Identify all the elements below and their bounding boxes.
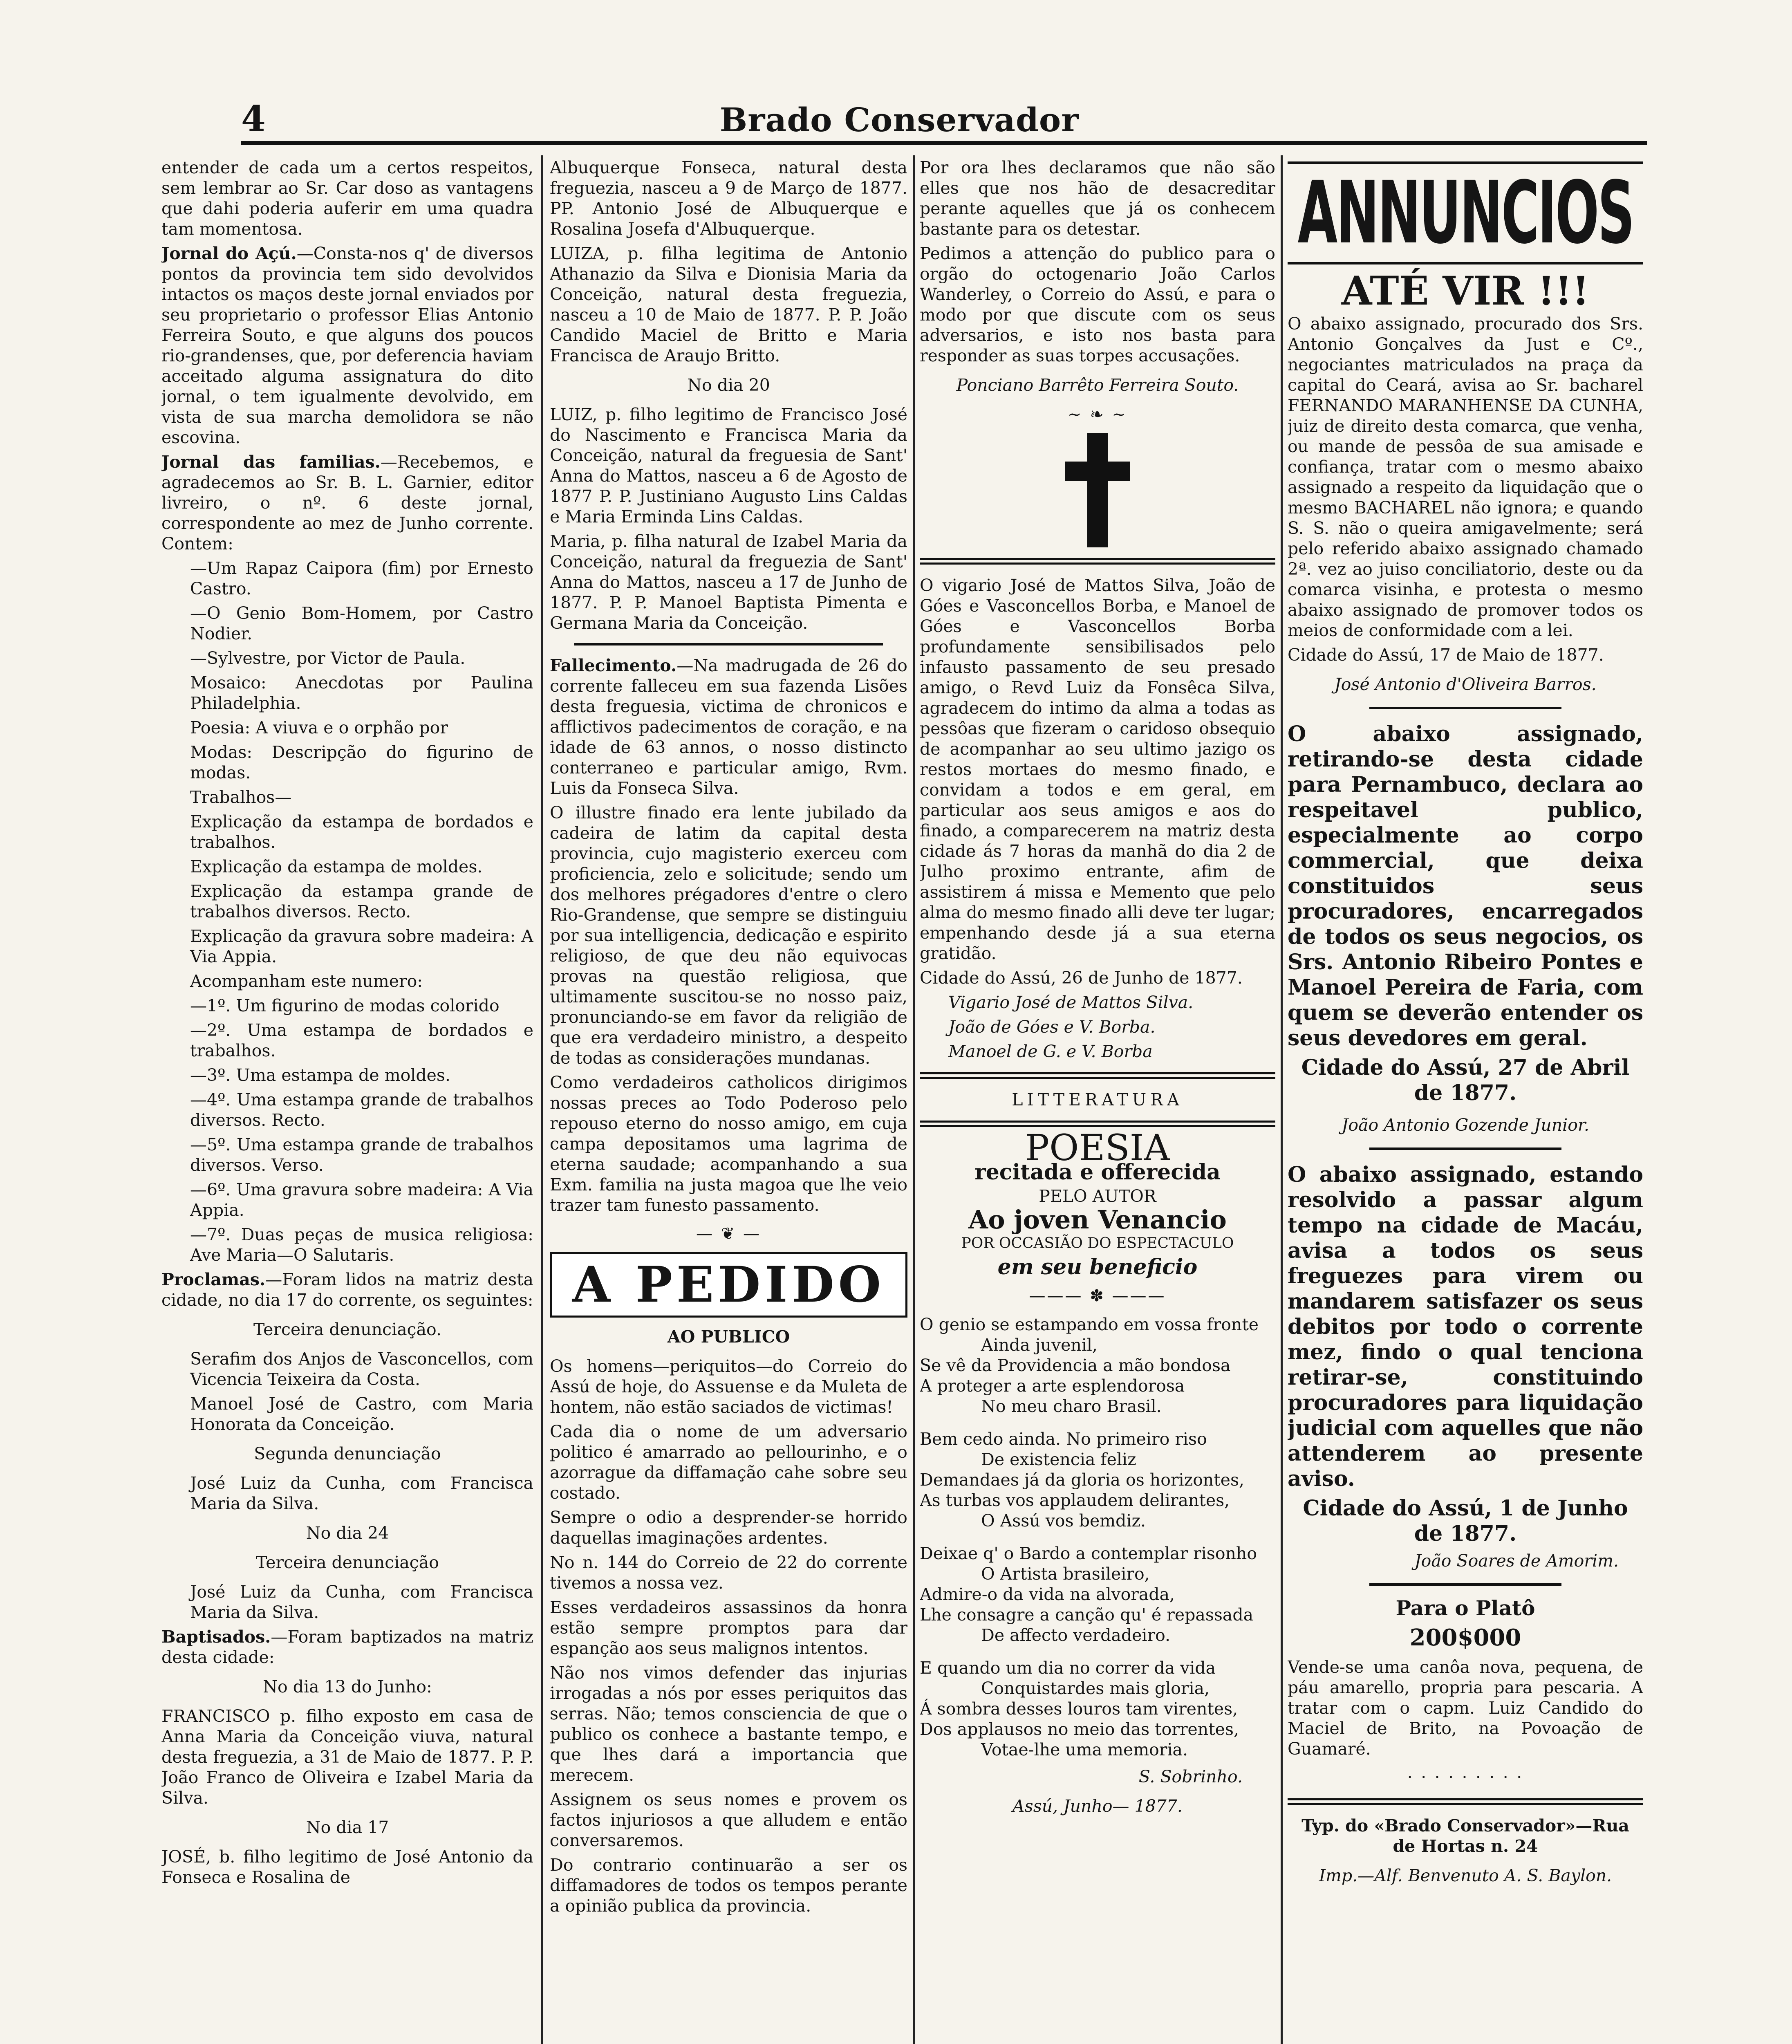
ornament-divider: · · · · · · · · · xyxy=(1407,1768,1524,1787)
list-item: —4º. Uma estampa grande de trabalhos diversos. Recto. xyxy=(190,1090,533,1130)
column-4 xyxy=(1288,157,1643,2044)
news-text: —Na madrugada de 26 do corrente falleceu em sua fazenda Lisões desta freguesia, victima de chronicos e afflictivos padecimentos de coração, e na idade de 63 annos, o nosso distincto conterraneo e particular amigo, Rvm. Luis da Fonseca Silva. xyxy=(550,656,907,798)
separator-rule xyxy=(574,643,883,645)
cross-icon xyxy=(1065,433,1130,547)
newspaper-title: Brado Conservador xyxy=(719,101,1079,139)
baptism-entry: LUIZ, p. filho legitimo de Francisco José do Nascimento e Francisca Maria da Conceição, natural da freguesia de Sant' Anna do Mattos, nasceu a 6 de Agosto de 1877 P. P. Justiniano Augusto Lins Caldas e Maria Erminda Lins Caldas. xyxy=(550,405,907,527)
list-item: Explicação da estampa de moldes. xyxy=(190,857,483,876)
page-header xyxy=(0,90,1792,139)
signature: Manoel de G. e V. Borba xyxy=(948,1042,1153,1061)
list-item: Explicação da estampa de bordados e trabalhos. xyxy=(190,812,533,852)
list-item: —1º. Um figurino de modas colorido xyxy=(190,996,500,1015)
proclama-entry: Manoel José de Castro, com Maria Honorata da Conceição. xyxy=(190,1394,533,1434)
column-divider xyxy=(541,155,543,2044)
ornament-divider: ~ ❧ ~ xyxy=(1068,405,1127,424)
signature: João de Góes e V. Borba. xyxy=(948,1017,1156,1037)
poem-line: Votae-lhe uma memoria. xyxy=(981,1740,1188,1759)
poem-line: As turbas vos applaudem delirantes, xyxy=(920,1490,1230,1510)
article-text: Não nos vimos defender das injurias irrogadas a nós por esses periquitos das serras. Não; temos consciencia de que o publico os conhece a bastante tempo, e que lhes dará a importancia que merecem. xyxy=(550,1663,907,1785)
poem-line: Deixae q' o Bardo a contemplar risonho xyxy=(920,1544,1257,1563)
signature: Ponciano Barrêto Ferreira Souto. xyxy=(956,375,1239,395)
advert-date: Cidade do Assú, 27 de Abril de 1877. xyxy=(1301,1055,1630,1105)
subheading: No dia 24 xyxy=(306,1523,389,1543)
list-item: Modas: Descripção do figurino de modas. xyxy=(190,742,533,782)
list-item: —6º. Uma gravura sobre madeira: A Via Appia. xyxy=(190,1180,533,1220)
section-title-annuncios xyxy=(1288,161,1643,264)
poem-line: Ainda juvenil, xyxy=(981,1335,1098,1355)
separator-rule xyxy=(920,1121,1275,1127)
poem-line: Conquistardes mais gloria, xyxy=(981,1679,1210,1698)
baptism-entry: FRANCISCO p. filho exposto em casa de Anna Maria da Conceição viuva, natural desta freguezia, a 31 de Maio de 1877. P. P. João Franco de Oliveira e Izabel Maria da Silva. xyxy=(161,1706,533,1808)
baptism-entry: JOSÉ, b. filho legitimo de José Antonio da Fonseca e Rosalina de xyxy=(161,1847,533,1887)
advert-text: O abaixo assignado, estando resolvido a passar algum tempo na cidade de Macáu, avisa a todos os seus freguezes para virem ou mandarem satisfazer os seus debitos por todo o corrente mez, findo o qual tenciona retirar-se, constituindo procuradores para liquidação judicial com aquelles que não attenderem ao presente aviso. xyxy=(1288,1162,1643,1491)
article-text: Esses verdadeiros assassinos da honra estão sempre promptos para dar espanção aos seus malignos intentos. xyxy=(550,1598,907,1658)
poem-dedication: Ao joven Venancio xyxy=(968,1205,1227,1235)
article-title: AO PUBLICO xyxy=(667,1327,790,1347)
list-item: Trabalhos— xyxy=(190,787,292,807)
column-divider xyxy=(913,155,915,2044)
poem-line: Dos applausos no meio das torrentes, xyxy=(920,1719,1239,1739)
list-item: Poesia: A viuva e o orphão por xyxy=(190,718,448,737)
poem-signature: S. Sobrinho. xyxy=(1138,1767,1243,1786)
list-item: —3º. Uma estampa de moldes. xyxy=(190,1065,450,1085)
advert-signature: João Soares de Amorim. xyxy=(1414,1551,1619,1571)
obituary-date: Cidade do Assú, 26 de Junho de 1877. xyxy=(920,968,1243,988)
separator-rule xyxy=(1369,707,1561,709)
poem-line: De existencia feliz xyxy=(981,1450,1136,1469)
poem-line: O genio se estampando em vossa fronte xyxy=(920,1315,1259,1334)
separator-rule xyxy=(920,1072,1275,1079)
news-item-jornal-familias xyxy=(161,452,533,554)
poem-line: No meu charo Brasil. xyxy=(981,1396,1162,1416)
header-rule xyxy=(241,141,1647,145)
proclama-entry: José Luiz da Cunha, com Francisca Maria da Silva. xyxy=(190,1582,533,1622)
poem-line xyxy=(920,1645,1275,1658)
news-item-jornal-acu xyxy=(161,243,533,448)
advert-date: Cidade do Assú, 17 de Maio de 1877. xyxy=(1288,645,1604,665)
advert-price: 200$000 xyxy=(1409,1624,1521,1651)
list-item: —Um Rapaz Caipora (fim) por Ernesto Castro. xyxy=(190,558,533,598)
column-3 xyxy=(920,157,1275,2044)
poem-body xyxy=(920,1314,1275,1760)
column-2 xyxy=(550,157,907,2044)
subheading: No dia 13 do Junho: xyxy=(263,1677,432,1697)
separator-rule xyxy=(1369,1148,1561,1150)
signature: Vigario José de Mattos Silva. xyxy=(948,993,1194,1012)
poem-line: De affecto verdadeiro. xyxy=(981,1625,1171,1645)
separator-rule xyxy=(920,558,1275,565)
section-title-a-pedido: A PEDIDO xyxy=(550,1252,907,1318)
poem-subtitle: recitada e offerecida xyxy=(974,1160,1221,1185)
advert-headline: ATÉ VIR !!! xyxy=(1341,268,1590,314)
subheading: Terceira denunciação. xyxy=(253,1320,442,1339)
ornament-divider: — ❦ — xyxy=(696,1224,761,1243)
article-text: Os homens—periquitos—do Correio do Assú de hoje, do Assuense e da Muleta de hontem, não estão saciados de victimas! xyxy=(550,1356,907,1417)
poem-date: Assú, Junho— 1877. xyxy=(1012,1796,1183,1816)
poem-line: Admire-o da vida na alvorada, xyxy=(920,1585,1175,1604)
news-text: —Consta-nos q' de diversos pontos da provincia tem sido devolvidos intactos os maços deste jornal enviados por seu proprietario o professor Elias Antonio Ferreira Souto, e que alguns dos poucos rio-grandenses, que, por deferencia haviam acceitado alguma assignatura do dito jornal, o tem igualmente devolvido, em vista de sua marcha demolidora se não escovina. xyxy=(161,244,533,447)
poem-line xyxy=(920,1531,1275,1543)
obituary-text: O vigario José de Mattos Silva, João de Góes e Vasconcellos Borba, e Manoel de Góes e Vasconcellos Borba profundamente sensibilisados pelo infausto passamento de seu presado amigo, o Revd Luiz da Fonsêca Silva, agradecem do intimo da alma a todas as pessôas que fizeram o caridoso obsequio de acompanhar ao seu ultimo jazigo os restos mortaes do mesmo finado, e convidam a todos e em geral, em particular aos seus amigos e aos do finado, a comparecerem na matriz desta cidade ás 7 horas da manhã do dia 2 de Julho proximo entrante, afim de assistirem á missa e Memento que pelo alma do mesmo finado alli deve ter lugar; empenhando desde já a sua eterna gratidão. xyxy=(920,576,1275,963)
subheading: Terceira denunciação xyxy=(256,1553,439,1572)
news-text: —Foram lidos na matriz desta cidade, no dia 17 do corrente, os seguintes: xyxy=(161,1270,533,1310)
headline: Fallecimento. xyxy=(550,656,677,675)
baptism-entry: LUIZA, p. filha legitima de Antonio Athanazio da Silva e Dionisia Maria da Conceição, natural desta freguezia, nasceu a 10 de Maio de 1877. P. P. João Candido Maciel de Britto e Maria Francisca de Araujo Britto. xyxy=(550,244,907,365)
list-item: —Sylvestre, por Victor de Paula. xyxy=(190,648,466,668)
imprint: Imp.—Alf. Benvenuto A. S. Baylon. xyxy=(1319,1866,1612,1885)
news-item-proclamas xyxy=(161,1269,533,1310)
advert-text: Vende-se uma canôa nova, pequena, de páu amarello, propria para pescaria. A tratar com o capm. Luiz Candido do Maciel de Brito, na Povoação de Guamaré. xyxy=(1288,1657,1643,1759)
subheading: No dia 20 xyxy=(687,375,770,395)
poem-line: Á sombra desses louros tam virentes, xyxy=(920,1699,1238,1719)
subheading: Segunda denunciação xyxy=(254,1444,441,1464)
list-item: Explicação da gravura sobre madeira: A Via Appia. xyxy=(190,926,533,966)
headline: Proclamas. xyxy=(161,1270,266,1289)
headline: Jornal do Açú. xyxy=(161,244,297,263)
advert-date: Cidade do Assú, 1 de Junho de 1877. xyxy=(1303,1496,1628,1546)
poem-title: POESIA xyxy=(1025,1127,1170,1169)
article-text: Assignem os seus nomes e provem os factos injuriosos a que alludem e então conversaremos. xyxy=(550,1790,907,1850)
poem-line: Se vê da Providencia a mão bondosa xyxy=(920,1356,1231,1375)
advert-text: O abaixo assignado, retirando-se desta cidade para Pernambuco, declara ao respeitavel publico, especialmente ao corpo commercial, que deixa constituidos seus procuradores, encarregados de todos os seus negocios, os Srs. Antonio Ribeiro Pontes e Manoel Pereira de Faria, com quem se deverão entender os seus devedores em geral. xyxy=(1288,722,1643,1051)
article-continuation: entender de cada um a certos respeitos, sem lembrar ao Sr. Car doso as vantagens que dahi poderia auferir em uma quadra tam momentosa. xyxy=(161,158,533,239)
subheading: No dia 17 xyxy=(306,1818,389,1837)
advert-text: O abaixo assignado, procurado dos Srs. Antonio Gonçalves da Just e Cº., negociantes matriculados na praça da capital do Ceará, avisa ao Sr. bacharel FERNANDO MARANHENSE DA CUNHA, juiz de direito desta comarca, que venha, ou mande de pessôa de sua amisade e confiança, tratar com o mesmo abaixo assignado a respeito da liquidação que o mesmo BACHAREL não ignora; e quando S. S. não o queira amigavelmente; será pelo referido abaixo assignado chamado 2ª. vez ao juiso conciliatorio, deste ou da comarca visinha, e protesta o mesmo abaixo assignado de promover todos os meios de conformidade com a lei. xyxy=(1288,314,1643,640)
advert-signature: José Antonio d'Oliveira Barros. xyxy=(1334,675,1597,694)
poem-line: Lhe consagre a canção qu' é repassada xyxy=(920,1605,1254,1625)
list-item: Explicação da estampa grande de trabalhos diversos. Recto. xyxy=(190,881,533,921)
headline: Jornal das familias. xyxy=(161,452,381,472)
list-item: Mosaico: Anecdotas por Paulina Philadelphia. xyxy=(190,673,533,713)
poem-subtitle: PELO AUTOR xyxy=(1039,1186,1156,1206)
poem-line: A proteger a arte esplendorosa xyxy=(920,1376,1185,1396)
column-divider xyxy=(1281,155,1283,2044)
news-text: —Foram baptizados na matriz desta cidade: xyxy=(161,1627,533,1667)
poem-line: O Assú vos bemdiz. xyxy=(981,1511,1146,1531)
list-item: —7º. Duas peças de musica religiosa: Ave Maria—O Salutaris. xyxy=(190,1225,533,1265)
annuncios-label: ANNUNCIOS xyxy=(1297,163,1633,263)
list-item: —5º. Uma estampa grande de trabalhos diversos. Verso. xyxy=(190,1135,533,1175)
article-text: Do contrario continuarão a ser os diffamadores de todos os tempos perante a opinião publica da provincia. xyxy=(550,1855,907,1916)
baptism-entry: Maria, p. filha natural de Izabel Maria da Conceição, natural da freguezia de Sant' Anna do Mattos, nasceu a 17 de Junho de 1877. P. P. Manoel Baptista Pimenta e Germana Maria da Conceição. xyxy=(550,531,907,633)
list-item: —O Genio Bom-Homem, por Castro Nodier. xyxy=(190,603,533,643)
separator-rule xyxy=(1369,1583,1561,1586)
article-text: Sempre o odio a desprender-se horrido daquellas imaginações ardentes. xyxy=(550,1508,907,1548)
proclama-entry: Serafim dos Anjos de Vasconcellos, com Vicencia Teixeira da Costa. xyxy=(190,1349,533,1389)
baptism-entry: Albuquerque Fonseca, natural desta freguezia, nasceu a 9 de Março de 1877. PP. Antonio José de Albuquerque e Rosalina Josefa d'Albuquerque. xyxy=(550,158,907,239)
separator-rule xyxy=(1288,1798,1643,1805)
imprint: Typ. do «Brado Conservador»—Rua de Hortas n. 24 xyxy=(1301,1816,1629,1856)
advert-signature: João Antonio Gozende Junior. xyxy=(1341,1115,1590,1135)
poem-line xyxy=(920,1416,1275,1429)
section-title-litteratura: LITTERATURA xyxy=(1012,1090,1183,1109)
poem-subtitle: POR OCCASIÃO DO ESPECTACULO xyxy=(961,1235,1234,1252)
news-text: —Recebemos, e agradecemos ao Sr. B. L. Garnier, editor livreiro, o nº. 6 deste jornal, correspondente ao mez de Junho corrente. Contem: xyxy=(161,452,533,554)
page-number: 4 xyxy=(241,98,266,139)
news-item-fallecimento xyxy=(550,655,907,798)
proclama-entry: José Luiz da Cunha, com Francisca Maria da Silva. xyxy=(190,1473,533,1513)
article-text: No n. 144 do Correio de 22 do corrente tivemos a nossa vez. xyxy=(550,1553,907,1593)
poem-line: E quando um dia no correr da vida xyxy=(920,1658,1216,1678)
poem-line: Bem cedo ainda. No primeiro riso xyxy=(920,1429,1207,1449)
poem-subtitle: em seu beneficio xyxy=(997,1255,1198,1280)
headline: Baptisados. xyxy=(161,1627,271,1647)
list-item: —2º. Uma estampa de bordados e trabalhos. xyxy=(190,1020,533,1060)
list-item: Acompanham este numero: xyxy=(190,971,423,991)
poem-line: Demandaes já da gloria os horizontes, xyxy=(920,1470,1245,1490)
poem-line: O Artista brasileiro, xyxy=(981,1564,1150,1584)
ornament-divider: ——— ✽ ——— xyxy=(1029,1286,1166,1305)
column-1 xyxy=(161,157,533,2044)
contents-list xyxy=(161,558,533,1265)
news-item-baptisados xyxy=(161,1627,533,1667)
article-text: Cada dia o nome de um adversario politico é amarrado ao pellourinho, e o azorrague da diffamação cahe sobre seu costado. xyxy=(550,1422,907,1503)
advert-headline: Para o Platô xyxy=(1396,1596,1535,1620)
news-text: Como verdadeiros catholicos dirigimos nossas preces ao Todo Poderoso pelo repouso eterno do nosso amigo, em cuja campa depositamos uma lagrima de eterna saudade; acompanhando a sua Exm. familia na justa magoa que lhe veio trazer tam funesto passamento. xyxy=(550,1073,907,1215)
news-text: O illustre finado era lente jubilado da cadeira de latim da capital desta provincia, cujo magisterio exerceu com proficiencia, zelo e solicitude; sendo um dos melhores prégadores d'entre o clero Rio-Grandense, que sempre se distinguiu por sua intelligencia, dedicação e espirito religioso, de que deu não equivocas provas na questão religiosa, que ultimamente suscitou-se no nosso paiz, pronunciando-se em favor da religião de que era verdadeiro ministro, a despeito de todas as considerações mundanas. xyxy=(550,803,907,1068)
article-text: Pedimos a attenção do publico para o orgão do octogenario João Carlos Wanderley, o Correio do Assú, e para o modo por que discute com os seus adversarios, e isto nos basta para responder as suas torpes accusações. xyxy=(920,244,1275,365)
article-text: Por ora lhes declaramos que não são elles que nos hão de desacreditar perante aquelles que já os conhecem bastante para os detestar. xyxy=(920,158,1275,239)
